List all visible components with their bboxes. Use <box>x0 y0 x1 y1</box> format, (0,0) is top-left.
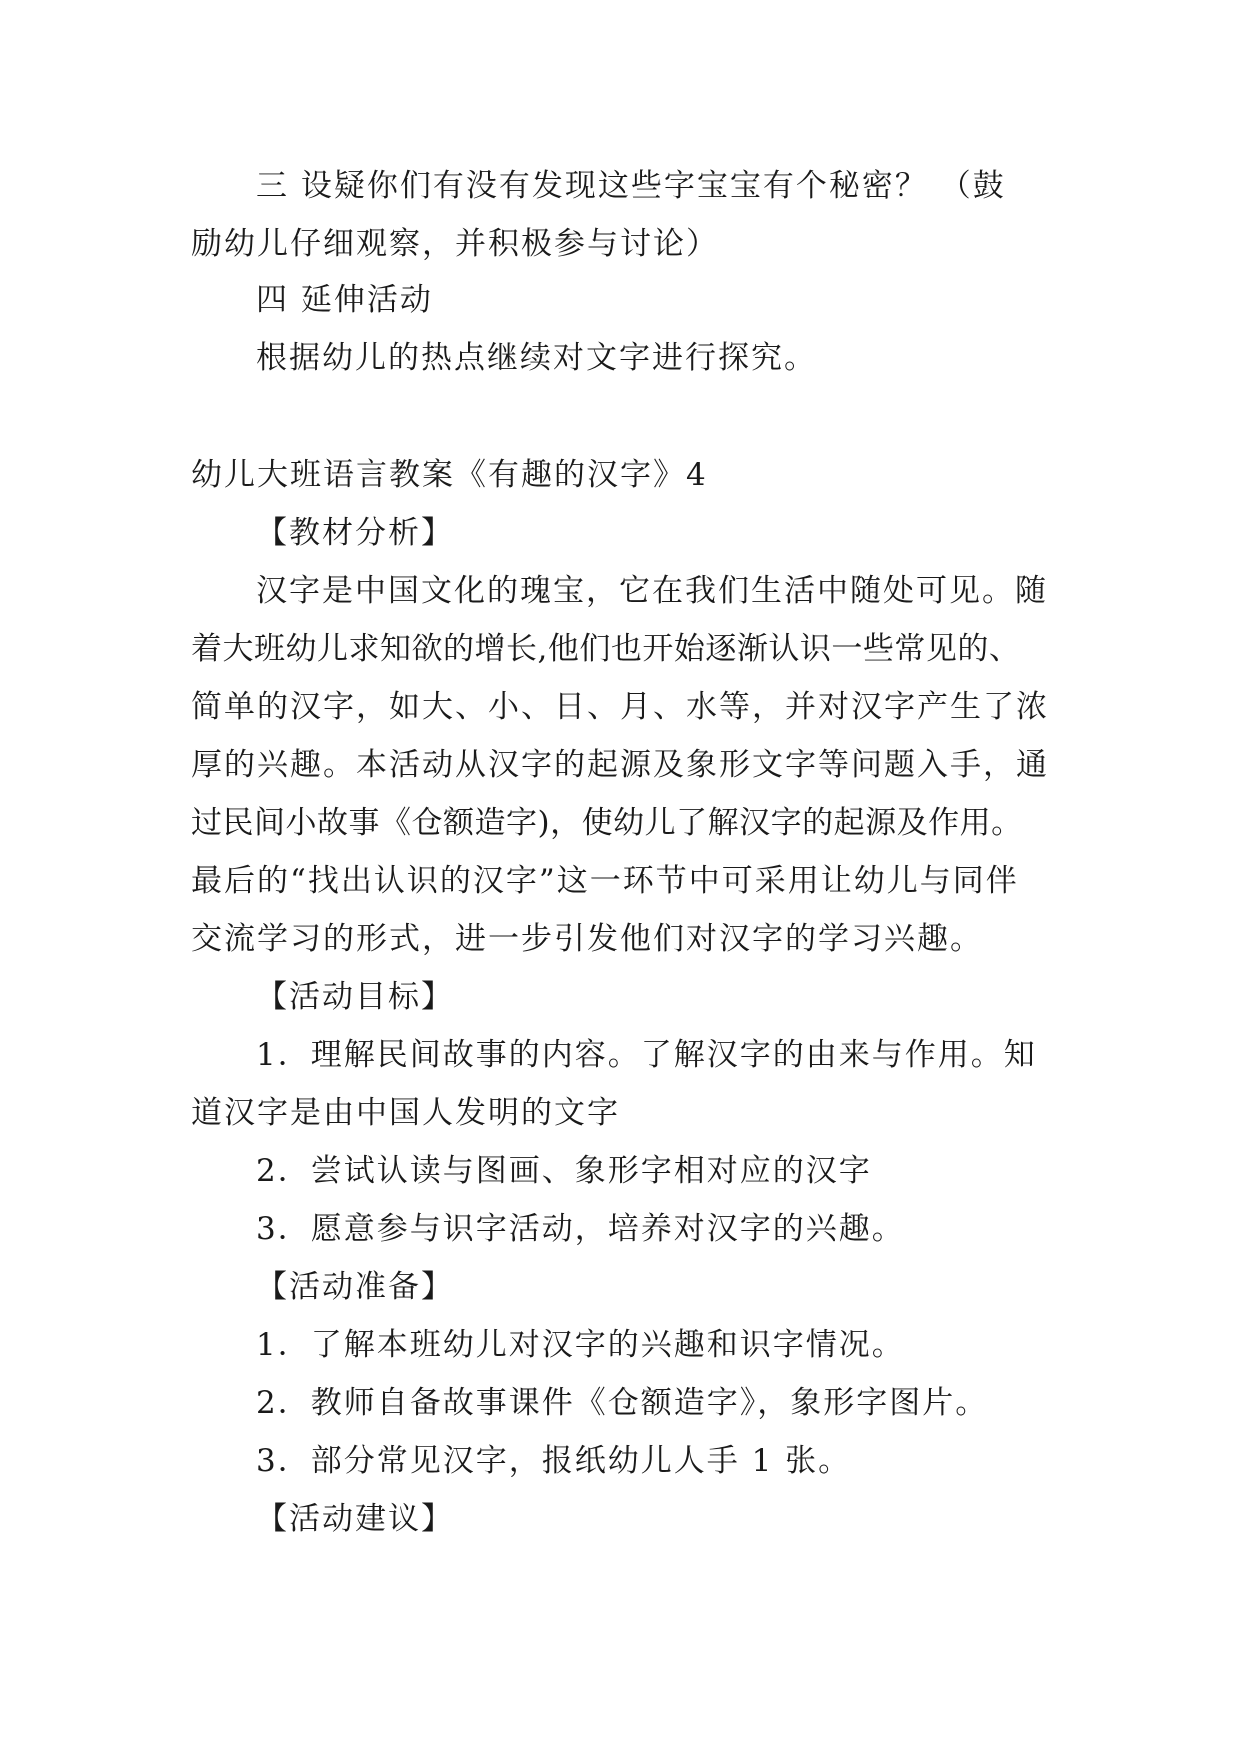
list-item: 1．了解本班幼儿对汉字的兴趣和识字情况。 <box>256 1327 905 1363</box>
list-item: 2．教师自备故事课件《仓额造字》，象形字图片。 <box>256 1385 989 1421</box>
paragraph-line: 着大班幼儿求知欲的增长,他们也开始逐渐认识一些常见的、 <box>191 631 1021 667</box>
list-item: 3．部分常见汉字，报纸幼儿人手 1 张。 <box>256 1443 852 1479</box>
section-heading: 【活动建议】 <box>256 1501 454 1537</box>
list-item: 1．理解民间故事的内容。了解汉字的由来与作用。知 <box>256 1037 1037 1073</box>
section-heading: 【活动目标】 <box>256 979 454 1015</box>
paragraph-line: 交流学习的形式，进一步引发他们对汉字的学习兴趣。 <box>191 921 983 957</box>
paragraph-line: 简单的汉字，如大、小、日、月、水等，并对汉字产生了浓 <box>191 689 1049 725</box>
paragraph-line: 汉字是中国文化的瑰宝，它在我们生活中随处可见。随 <box>256 573 1048 609</box>
list-item: 2．尝试认读与图画、象形字相对应的汉字 <box>256 1153 872 1189</box>
paragraph-line: 励幼儿仔细观察，并积极参与讨论） <box>191 226 719 262</box>
paragraph-line: 过民间小故事《仓额造字)，使幼儿了解汉字的起源及作用。 <box>191 805 1023 841</box>
section-heading: 【教材分析】 <box>256 515 454 551</box>
paragraph-line: 根据幼儿的热点继续对文字进行探究。 <box>256 340 817 376</box>
list-item: 3．愿意参与识字活动，培养对汉字的兴趣。 <box>256 1211 905 1247</box>
list-item-continuation: 道汉字是由中国人发明的文字 <box>191 1095 620 1131</box>
paragraph-line: 最后的“找出认识的汉字”这一环节中可采用让幼儿与同伴 <box>191 863 1019 899</box>
document-title: 幼儿大班语言教案《有趣的汉字》4 <box>191 457 708 493</box>
paragraph-line: 三 设疑你们有没有发现这些字宝宝有个秘密？ （鼓 <box>256 168 1006 204</box>
paragraph-line: 厚的兴趣。本活动从汉字的起源及象形文字等问题入手，通 <box>191 747 1049 783</box>
section-heading: 【活动准备】 <box>256 1269 454 1305</box>
section-heading: 四 延伸活动 <box>256 282 433 318</box>
